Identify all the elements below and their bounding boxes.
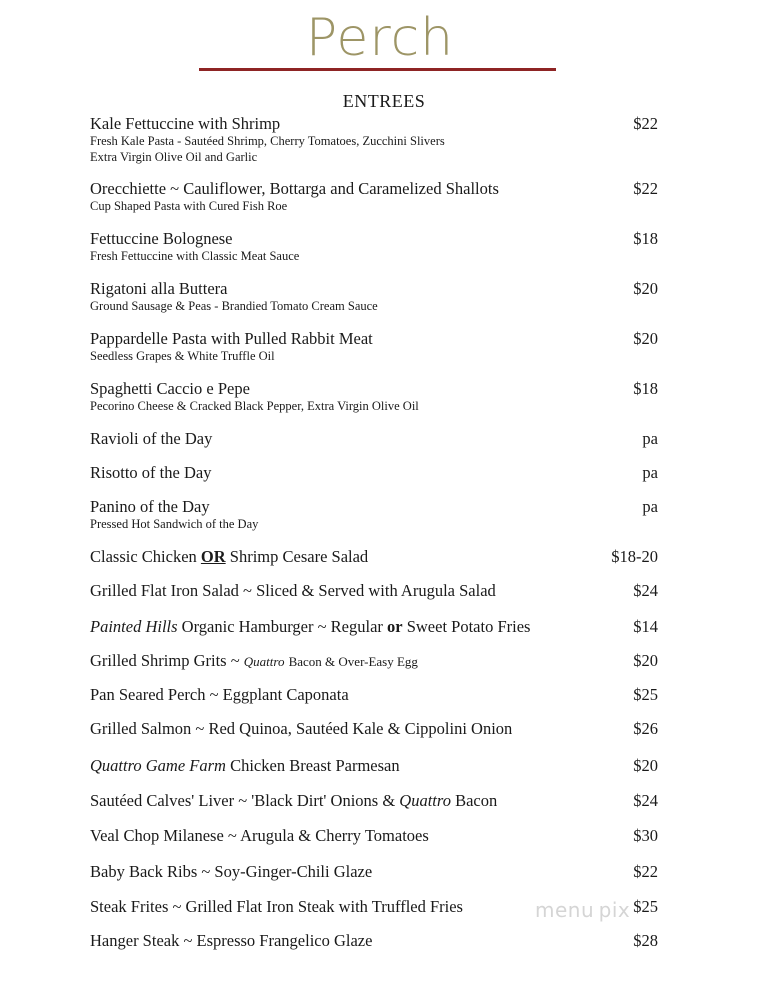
menu-item [90,547,670,567]
menu-item [90,463,670,483]
item-name: Hanger Steak ~ Espresso Frangelico Glaze [90,931,373,950]
menu-item [90,617,670,637]
item-description: Seedless Grapes & White Truffle Oil [90,349,275,363]
item-name: Sautéed Calves' Liver ~ 'Black Dirt' Onions & Quattro Bacon [90,791,498,810]
item-name: Pan Seared Perch ~ Eggplant Caponata [90,685,349,704]
item-price: $28 [633,931,658,950]
menu-item [90,685,670,705]
item-price: $20 [633,651,658,670]
item-name: Classic Chicken OR Shrimp Cesare Salad [90,547,369,566]
menu-item [90,931,670,951]
menu-item [90,329,670,365]
item-description: Cup Shaped Pasta with Cured Fish Roe [90,199,288,213]
item-name: Rigatoni alla Buttera [90,279,228,298]
menu-item [90,229,670,265]
item-name: Quattro Game Farm Chicken Breast Parmesan [90,756,400,775]
item-price: pa [642,463,658,482]
item-name: Grilled Salmon ~ Red Quinoa, Sautéed Kale & Cippolini Onion [90,719,513,738]
item-description: Fresh Kale Pasta - Sautéed Shrimp, Cherry Tomatoes, Zucchini Slivers [90,134,445,148]
item-price: $20 [633,279,658,298]
item-price: $20 [633,329,658,348]
menu-item [90,826,670,846]
item-name: Grilled Shrimp Grits ~ Quattro Bacon & Over-Easy Egg [90,651,418,670]
item-description: Pressed Hot Sandwich of the Day [90,517,259,531]
item-name: Orecchiette ~ Cauliflower, Bottarga and Caramelized Shallots [90,179,499,198]
item-price: pa [642,429,658,448]
item-price: $25 [633,685,658,704]
menu-item [90,429,670,449]
item-description: Extra Virgin Olive Oil and Garlic [90,149,258,164]
item-name: Kale Fettuccine with Shrimp [90,114,281,133]
item-price: pa [642,497,658,516]
menu-item [90,379,670,415]
item-price: $22 [633,114,658,133]
item-name: Baby Back Ribs ~ Soy-Ginger-Chili Glaze [90,862,373,881]
restaurant-logo: Perch [305,8,455,68]
item-name: Steak Frites ~ Grilled Flat Iron Steak with Truffled Fries [90,897,463,916]
item-price: $26 [633,719,658,738]
menu-item [90,651,670,672]
menu-item [90,791,670,811]
menu-item [90,756,670,776]
item-description: Pecorino Cheese & Cracked Black Pepper, Extra Virgin Olive Oil [90,399,419,413]
item-price: $30 [633,826,658,845]
item-name: Panino of the Day [90,497,210,516]
item-price: $14 [633,617,658,636]
item-name: Spaghetti Caccio e Pepe [90,379,250,398]
item-price: $22 [633,862,658,881]
header-rule [199,68,556,71]
menu-item [90,179,670,215]
item-name: Veal Chop Milanese ~ Arugula & Cherry Tomatoes [90,826,429,845]
item-price: $20 [633,756,658,775]
item-price: $24 [633,791,658,810]
item-name: Risotto of the Day [90,463,212,482]
watermark: menu pix [535,898,631,922]
item-price: $18 [633,379,658,398]
item-name: Ravioli of the Day [90,429,213,448]
item-description: Ground Sausage & Peas - Brandied Tomato Cream Sauce [90,299,378,313]
item-price: $18 [633,229,658,248]
menu-item [90,862,670,882]
menu-item [90,719,670,739]
item-description: Fresh Fettuccine with Classic Meat Sauce [90,249,300,263]
item-price: $24 [633,581,658,600]
menu-item [90,581,670,601]
item-name: Painted Hills Organic Hamburger ~ Regular or Sweet Potato Fries [90,617,531,636]
section-title: ENTREES [342,91,426,111]
item-name: Grilled Flat Iron Salad ~ Sliced & Served with Arugula Salad [90,581,496,600]
item-name: Fettuccine Bolognese [90,229,233,248]
item-name: Pappardelle Pasta with Pulled Rabbit Meat [90,329,373,348]
menu-item [90,497,670,533]
menu-item [90,114,670,165]
item-price: $25 [633,897,658,916]
item-price: $18-20 [611,547,658,566]
item-price: $22 [633,179,658,198]
menu-item [90,279,670,315]
